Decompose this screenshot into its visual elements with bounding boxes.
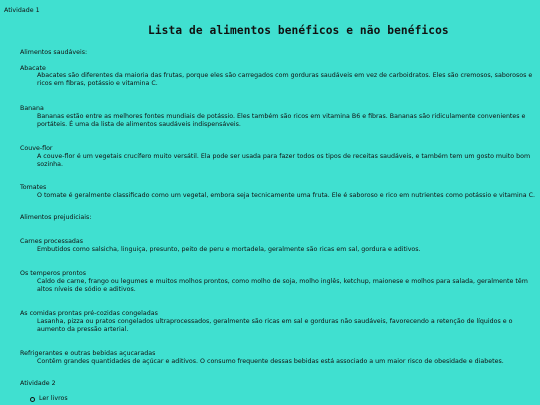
food-name-comidas-congeladas: As comidas prontas pré-cozidas congeladas <box>20 310 158 317</box>
healthy-heading: Alimentos saudáveis: <box>20 49 88 56</box>
page-title: Lista de alimentos benéficos e não benéficos <box>148 24 449 37</box>
food-desc-banana: Bananas estão entre as melhores fontes mundiais de potássio. Eles também são ricos em vitamina B6 e fibras. Bananas são ridiculamente convenientes e portáteis. É uma da lista de alimentos saudáveis indispensáveis. <box>37 113 526 129</box>
food-desc-tomates: O tomate é geralmente classificado como um vegetal, embora seja tecnicamente uma fruta. Ele é saboroso e rico em nutrientes como potássio e vitamina C. <box>37 192 535 199</box>
food-name-abacate: Abacate <box>20 65 46 72</box>
harmful-heading: Alimentos prejudiciais: <box>20 214 92 221</box>
food-name-temperos-prontos: Os temperos prontos <box>20 270 87 277</box>
food-name-banana: Banana <box>20 105 44 112</box>
list-item <box>30 395 68 403</box>
food-name-refrigerantes: Refrigerantes e outras bebidas açucaradas <box>20 350 156 357</box>
food-desc-couve-flor: A couve-flor é um vegetais crucífero muito versátil. Ela pode ser usada para fazer todos os tipos de receitas saudáveis, e também tem um gosto muito bom sozinha. <box>37 153 531 169</box>
list-item-label: Ler livros <box>39 395 68 402</box>
food-desc-abacate: Abacates são diferentes da maioria das frutas, porque eles são carregados com gorduras saudáveis em vez de carboidratos. Eles são cremosos, saborosos e ricos em fibras, potássio e vitamina C. <box>37 72 533 88</box>
food-desc-refrigerantes: Contêm grandes quantidades de açúcar e aditivos. O consumo frequente dessas bebidas está associado a um maior risco de obesidade e diabetes. <box>37 358 504 365</box>
food-desc-temperos-prontos: Caldo de carne, frango ou legumes e muitos molhos prontos, como molho de soja, molho inglês, ketchup, maionese e molhos para salada, geralmente têm altos níveis de sódio e aditivos. <box>37 278 528 294</box>
activity-1-label: Atividade 1 <box>4 7 40 14</box>
food-name-couve-flor: Couve-flor <box>20 145 53 152</box>
food-desc-carnes-processadas: Embutidos como salsicha, linguiça, presunto, peito de peru e mortadela, geralmente são ricas em sal, gordura e aditivos. <box>37 246 421 253</box>
food-desc-comidas-congeladas: Lasanha, pizza ou pratos congelados ultraprocessados, geralmente são ricas em sal e gorduras não saudáveis, favorecendo a retenção de líquidos e o aumento da pressão arterial. <box>37 318 513 334</box>
food-name-carnes-processadas: Carnes processadas <box>20 238 84 245</box>
circle-bullet-icon <box>30 397 35 402</box>
food-name-tomates: Tomates <box>20 184 47 191</box>
activity-2-label: Atividade 2 <box>20 380 56 387</box>
